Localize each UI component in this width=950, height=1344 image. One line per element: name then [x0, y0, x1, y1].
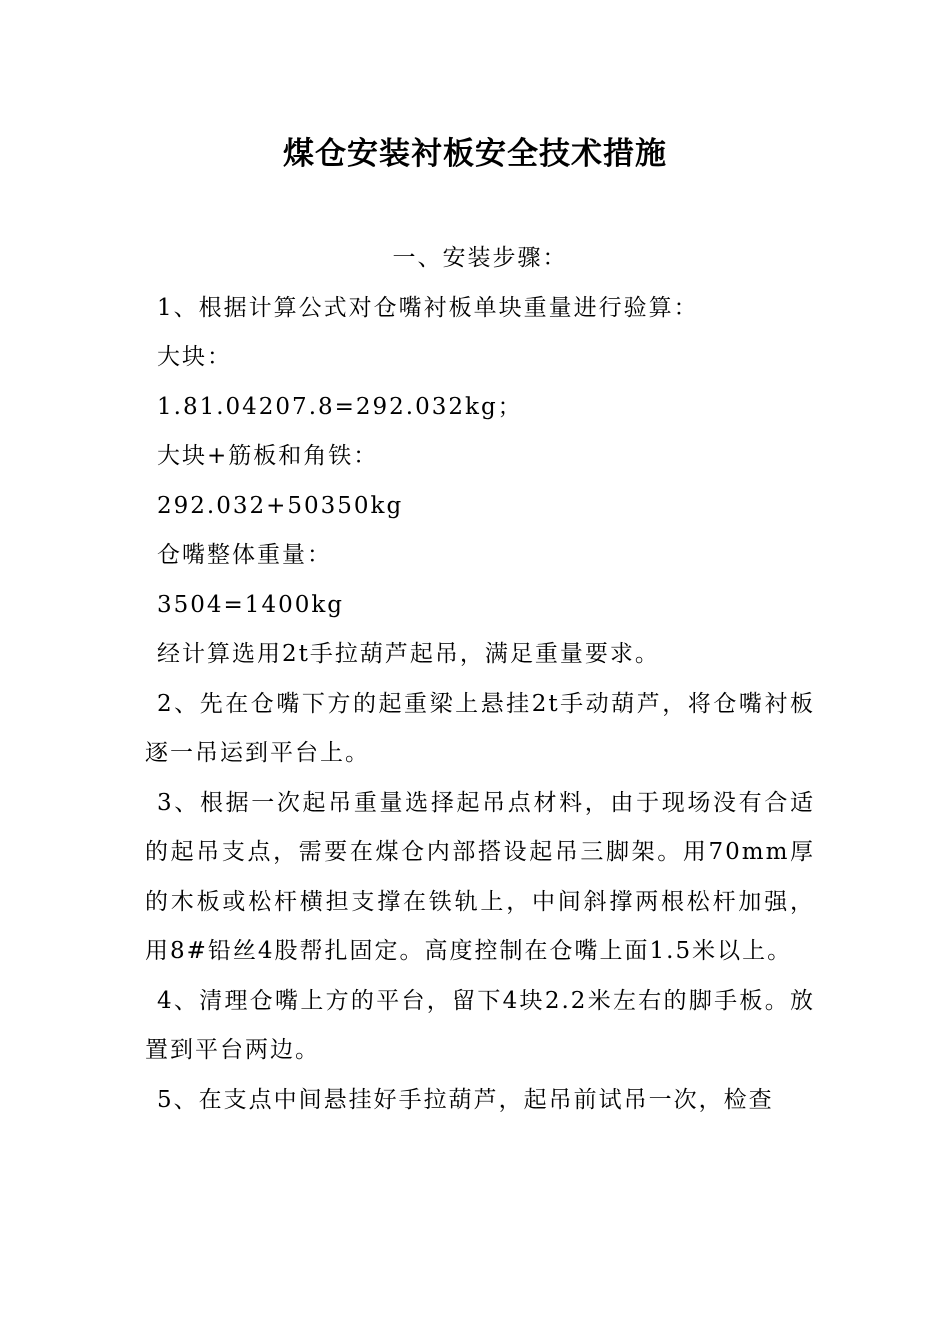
paragraph-step-4: 4、清理仓嘴上方的平台，留下4块2.2米左右的脚手板。放置到平台两边。: [145, 987, 815, 1063]
paragraph-block-rib-label: 大块+筋板和角铁：: [157, 443, 379, 469]
paragraph-block-rib-formula: 292.032+50350kg: [157, 492, 404, 519]
paragraph-hoist-conclusion: 经计算选用2t手拉葫芦起吊，满足重量要求。: [157, 641, 660, 667]
paragraph-step-1: 1、根据计算公式对仓嘴衬板单块重量进行验算：: [157, 294, 699, 321]
paragraph-large-block-formula: 1.81.04207.8=292.032kg；: [157, 393, 523, 420]
paragraph-total-weight-formula: 3504=1400kg: [157, 591, 344, 618]
paragraph-total-weight-label: 仓嘴整体重量：: [157, 542, 332, 568]
paragraph-step-3: 3、根据一次起吊重量选择起吊点材料，由于现场没有合适的起吊支点，需要在煤仓内部搭设起吊三脚架。用70mm厚的木板或松杆横担支撑在铁轨上，中间斜撑两根松杆加强，用8#铅丝4股帮扎固定。高度控制在仓嘴上面1.5米以上。: [145, 789, 815, 964]
paragraph-step-5: 5、在支点中间悬挂好手拉葫芦，起吊前试吊一次，检查: [157, 1086, 774, 1113]
document-body: [145, 234, 815, 1125]
section-heading: 一、安装步骤：: [392, 245, 568, 271]
paragraph-large-block-label: 大块：: [157, 344, 232, 370]
document-title: 煤仓安装衬板安全技术措施: [283, 136, 667, 172]
paragraph-step-2: 2、先在仓嘴下方的起重梁上悬挂2t手动葫芦，将仓嘴衬板逐一吊运到平台上。: [145, 690, 815, 766]
